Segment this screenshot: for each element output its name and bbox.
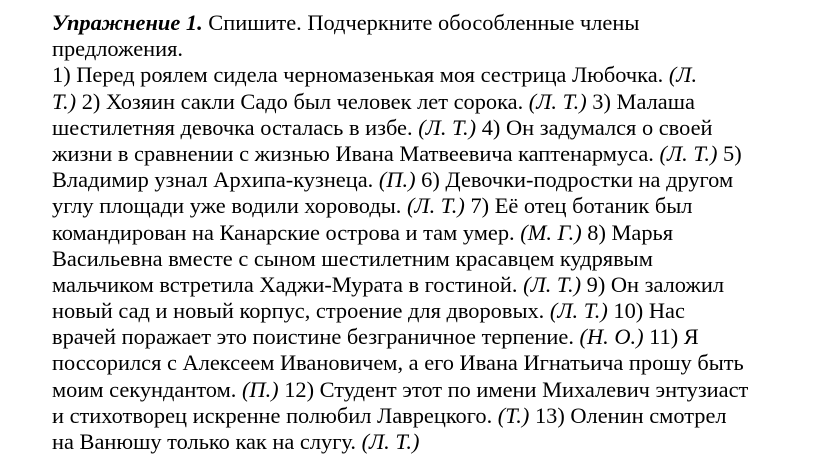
author-citation: (Л. Т.) (549, 298, 608, 324)
sentence-text: 10) Нас (607, 298, 685, 324)
author-citation: (Л. Т.) (659, 140, 718, 166)
text-line (52, 115, 822, 141)
sentence-text: 9) Он заложил (581, 271, 725, 297)
sentence-text: моим секундантом. (52, 376, 242, 402)
sentence-text: 4) Он задумался о своей (476, 114, 713, 140)
author-citation: (М. Г.) (520, 219, 582, 245)
text-line (52, 403, 822, 429)
text-line (52, 167, 822, 193)
text-line (52, 350, 822, 376)
sentence-text: и стихотворец искренне полюбил Лаврецкого. (52, 402, 498, 428)
sentence-text: углу площади уже водили хороводы. (52, 193, 407, 219)
author-citation: (Л. Т.) (528, 88, 587, 114)
sentence-text: 5) (717, 140, 742, 166)
author-citation: (Т.) (497, 402, 530, 428)
exercise-instruction-continuation: предложения. (52, 36, 183, 62)
sentence-text: поссорился с Алексеем Ивановичем, а его Ивана Игнатьича прошу быть (52, 350, 744, 376)
sentence-text: Васильевна вместе с сыном шестилетним красавцем кудрявым (52, 245, 653, 271)
text-line (52, 62, 822, 88)
text-line (52, 324, 822, 350)
sentence-text: шестилетняя девочка осталась в избе. (52, 114, 419, 140)
sentence-text: 2) Хозяин сакли Садо был человек лет сорока. (76, 88, 529, 114)
text-line (52, 141, 822, 167)
sentence-text: 13) Оленин смотрел (529, 402, 727, 428)
sentence-text: 8) Марья (581, 219, 674, 245)
sentence-text: Владимир узнал Архипа-кузнеца. (52, 167, 379, 193)
author-citation: (Л. Т.) (361, 429, 420, 454)
text-line (52, 89, 822, 115)
sentence-text: 1) Перед роялем сидела черномазенькая моя сестрица Любочка. (52, 62, 669, 88)
sentence-text: 3) Малаша (586, 88, 695, 114)
author-citation: Т.) (52, 88, 77, 114)
exercise-text (52, 10, 822, 455)
sentence-text: на Ванюшу только как на слугу. (52, 429, 362, 454)
exercise-heading-line (52, 10, 822, 36)
author-citation: (П.) (378, 167, 416, 193)
text-line (52, 429, 822, 455)
sentence-text: новый сад и новый корпус, строение для дворовых. (52, 298, 550, 324)
sentence-text: 11) Я (643, 324, 699, 350)
author-citation: (Н. О.) (579, 324, 644, 350)
text-line (52, 246, 822, 272)
text-line (52, 298, 822, 324)
text-line (52, 220, 822, 246)
exercise-instruction: Спишите. Подчеркните обособленные члены (202, 10, 640, 35)
author-citation: (Л. Т.) (406, 193, 465, 219)
sentence-text: командирован на Канарские острова и там умер. (52, 219, 521, 245)
sentence-text: 6) Девочки-подростки на другом (415, 167, 734, 193)
sentence-text: 12) Студент этот по имени Михалевич энтузиаст (278, 376, 749, 402)
sentence-text: мальчиком встретила Хаджи-Мурата в гостиной. (52, 271, 524, 297)
exercise-title: Упражнение 1. (52, 10, 203, 35)
text-line (52, 193, 822, 219)
author-citation: (Л. (668, 62, 698, 88)
sentence-lines (52, 62, 822, 455)
sentence-text: 7) Её отец ботаник был (464, 193, 693, 219)
text-line (52, 272, 822, 298)
text-line (52, 377, 822, 403)
sentence-text: жизни в сравнении с жизнью Ивана Матвеевича каптенармуса. (52, 140, 660, 166)
author-citation: (Л. Т.) (418, 114, 477, 140)
author-citation: (П.) (241, 376, 279, 402)
author-citation: (Л. Т.) (523, 271, 582, 297)
sentence-text: врачей поражает это поистине безграничное терпение. (52, 324, 580, 350)
